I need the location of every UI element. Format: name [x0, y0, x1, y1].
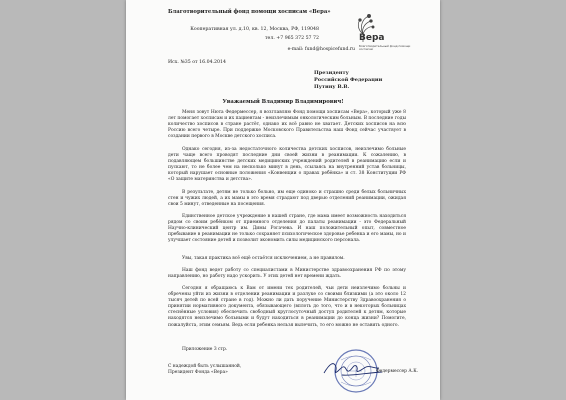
body-line: Увы, такая практика всё ещё остаётся исключением, а не правилом.: [182, 256, 345, 261]
body-paragraph: Наш фонд ведет работу со специалистами в Министерстве здравоохранения РФ по этому направлению, но работу надо ускорить. У этих детей нет времени ждать.: [168, 268, 406, 280]
attachment-note: Приложение 3 стр.: [182, 347, 228, 352]
reference-number: Исх. №35 от 16.04.2014: [168, 60, 226, 65]
body-paragraph: Однако сегодня, из-за недостаточного количества детских хосписов, неизлечимо больные дети чаще всего проводят последние дни своей жизни в реанимации. К сожалению, в подавляющем большинстве детских медицинских учреждений родителей в реанимацию если и пускают, то не более чем на несколько минут в день, ссылаясь на внутренний устав больницы, который нарушает основные положения «Конвенции о правах ребёнка» и ст. 38 Конституции РФ «О защите материнства и детства».: [168, 147, 406, 183]
body-paragraph: Меня зовут Нюта Федермессер, я возглавляю Фонд помощи хосписам «Вера», который уже 8 лет помогает хосписам и их пациентам - неизлечимым онкологическим больным. В последние годы количество хосписов в стране растёт, однако их всё равно не хватает. Детских хосписов на всю Россию всего четыре. При поддержке Московского Правительства наш Фонд сейчас участвует в создании первого в Москве детского хосписа.: [168, 110, 406, 140]
addressee-line: Путину В.В.: [314, 84, 350, 90]
org-address: Кооперативная ул. д.10, кв. 12, Москва, РФ, 119048: [190, 27, 319, 32]
body-paragraph: Сегодня я обращаюсь к Вам от имени тех родителей, чьи дети неизлечимо больны и обречены уйти из жизни в отделении реанимации и разлуке со своими близкими (а это около 12 тысяч детей по всей стране в год). Можно ли дать поручение Министерству Здравоохранения о принятии нормативного документа, обязывающего (вплоть до того, что и в некоторых больницах стеснённые условия) обеспечить свободный круглосуточный доступ родителей к детям, которые находятся неизлечимо больными и будут находиться в реанимации до конца жизни? Помогите, пожалуйста, этим семьям. Ведь если ребенка нельзя вылечить, то его можно не оставить одного.: [168, 286, 406, 328]
addressee-line: Президенту: [314, 70, 349, 76]
closing-line: Президент Фонда «Вера»: [168, 370, 228, 375]
closing-line: С надеждой быть услышанной,: [168, 364, 242, 369]
logo-subtitle: Благотворительный фонд помощи хосписам: [359, 44, 411, 52]
greeting: Уважаемый Владимир Владимирович!: [222, 99, 344, 105]
addressee-line: Российской Федерации: [314, 77, 383, 83]
signature-icon: [322, 357, 384, 379]
org-phone: тел. +7 965 372 57 72: [264, 36, 319, 41]
logo-name: Вера: [359, 33, 385, 43]
org-email: e-mail: fund@hospicefund.ru: [287, 47, 355, 52]
body-paragraph: Единственное детское учреждение в нашей стране, где мама имеет возможность находиться рядом со своим ребёнком от приемного отделения до палаты реанимации - это Федеральный Научно-клинический центр им. Димы Рогачева. И наш положительный опыт, совместное пребывание в реанимации не только сохраняет психологическое здоровье ребенка и его мамы, но и улучшает состояние детей и позволит экономить силы медицинского персонала.: [168, 214, 406, 244]
signer-name: Федермессер А.К.: [376, 369, 419, 374]
letter-page: [126, 0, 440, 400]
org-name: Благотворительный фонд помощи хосписам «Вера»: [168, 9, 331, 15]
body-paragraph: В результате, детям не только больно, им еще одиноко и страшно среди белых больничных стен и чужих людей, а их мамы в это время страдают под дверью отделений реанимации, ожидая свои 5 минут, отведенные на посещения.: [168, 190, 406, 208]
